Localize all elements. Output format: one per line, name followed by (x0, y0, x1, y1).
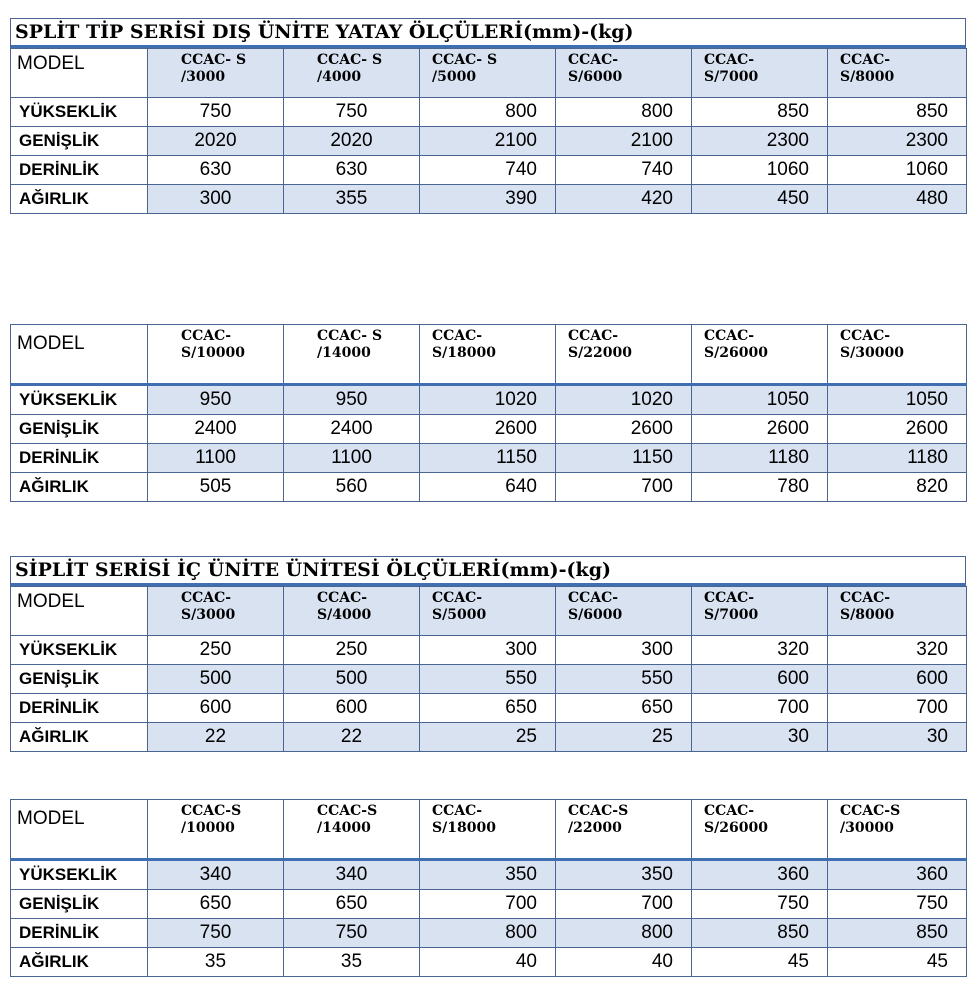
value-cell: 420 (556, 185, 692, 214)
model-cell: CCAC- S/8000 (828, 587, 967, 636)
value-cell: 2400 (284, 415, 420, 444)
table-row (11, 723, 967, 752)
row-label: DERİNLİK (11, 919, 148, 948)
value-cell: 1050 (692, 385, 828, 415)
value-cell: 700 (556, 890, 692, 919)
value-cell: 22 (148, 723, 284, 752)
model-cell: CCAC- S/3000 (148, 587, 284, 636)
table-row (11, 919, 967, 948)
model-cell: CCAC- S /14000 (284, 325, 420, 385)
value-cell: 820 (828, 473, 967, 502)
value-cell: 505 (148, 473, 284, 502)
value-cell: 550 (420, 665, 556, 694)
model-label: MODEL (11, 49, 148, 98)
model-cell: CCAC- S/26000 (692, 800, 828, 860)
value-cell: 600 (828, 665, 967, 694)
model-cell: CCAC- S/5000 (420, 587, 556, 636)
row-label: GENİŞLİK (11, 665, 148, 694)
value-cell: 2400 (148, 415, 284, 444)
row-label: YÜKSEKLİK (11, 98, 148, 127)
value-cell: 1060 (828, 156, 967, 185)
row-label: AĞIRLIK (11, 948, 148, 977)
table-row (11, 948, 967, 977)
model-cell: CCAC- S /3000 (148, 49, 284, 98)
row-label: AĞIRLIK (11, 185, 148, 214)
model-cell: CCAC- S/26000 (692, 325, 828, 385)
model-cell: CCAC- S/10000 (148, 325, 284, 385)
model-cell: CCAC- S/6000 (556, 587, 692, 636)
value-cell: 1150 (556, 444, 692, 473)
model-label: MODEL (11, 325, 148, 385)
value-cell: 2600 (692, 415, 828, 444)
value-cell: 850 (692, 98, 828, 127)
table-row (11, 473, 967, 502)
value-cell: 630 (284, 156, 420, 185)
value-cell: 740 (556, 156, 692, 185)
value-cell: 300 (556, 636, 692, 665)
value-cell: 1180 (828, 444, 967, 473)
value-cell: 45 (828, 948, 967, 977)
model-row (11, 800, 967, 860)
value-cell: 450 (692, 185, 828, 214)
table-row (11, 98, 967, 127)
value-cell: 25 (556, 723, 692, 752)
value-cell: 2300 (828, 127, 967, 156)
value-cell: 2020 (148, 127, 284, 156)
indoor-dimensions-table-2 (10, 799, 966, 977)
value-cell: 480 (828, 185, 967, 214)
value-cell: 500 (148, 665, 284, 694)
table-row (11, 444, 967, 473)
outdoor-dimensions-table-1 (10, 18, 966, 214)
value-cell: 25 (420, 723, 556, 752)
value-cell: 850 (692, 919, 828, 948)
table-title: SİPLİT SERİSİ İÇ ÜNİTE ÜNİTESİ ÖLÇÜLERİ(mm)-(kg) (10, 556, 966, 586)
value-cell: 35 (148, 948, 284, 977)
value-cell: 2100 (420, 127, 556, 156)
row-label: AĞIRLIK (11, 473, 148, 502)
spec-table (10, 324, 967, 502)
value-cell: 45 (692, 948, 828, 977)
value-cell: 390 (420, 185, 556, 214)
value-cell: 750 (692, 890, 828, 919)
row-label: YÜKSEKLİK (11, 636, 148, 665)
row-label: YÜKSEKLİK (11, 385, 148, 415)
value-cell: 2600 (556, 415, 692, 444)
value-cell: 700 (692, 694, 828, 723)
value-cell: 340 (284, 860, 420, 890)
value-cell: 650 (420, 694, 556, 723)
row-label: YÜKSEKLİK (11, 860, 148, 890)
model-row (11, 325, 967, 385)
model-cell: CCAC-S /22000 (556, 800, 692, 860)
value-cell: 2020 (284, 127, 420, 156)
row-label: DERİNLİK (11, 694, 148, 723)
value-cell: 300 (148, 185, 284, 214)
value-cell: 1150 (420, 444, 556, 473)
value-cell: 850 (828, 98, 967, 127)
model-cell: CCAC- S/18000 (420, 800, 556, 860)
value-cell: 780 (692, 473, 828, 502)
value-cell: 355 (284, 185, 420, 214)
value-cell: 1100 (284, 444, 420, 473)
outdoor-dimensions-table-2 (10, 324, 966, 502)
value-cell: 950 (148, 385, 284, 415)
model-label: MODEL (11, 800, 148, 860)
value-cell: 750 (828, 890, 967, 919)
value-cell: 350 (556, 860, 692, 890)
value-cell: 1050 (828, 385, 967, 415)
indoor-dimensions-table-1 (10, 556, 966, 752)
value-cell: 800 (556, 98, 692, 127)
value-cell: 30 (692, 723, 828, 752)
spec-table (10, 586, 967, 752)
table-row (11, 156, 967, 185)
value-cell: 360 (692, 860, 828, 890)
table-row (11, 694, 967, 723)
value-cell: 360 (828, 860, 967, 890)
model-cell: CCAC- S/7000 (692, 49, 828, 98)
model-cell: CCAC- S/7000 (692, 587, 828, 636)
value-cell: 650 (148, 890, 284, 919)
table-row (11, 665, 967, 694)
value-cell: 1020 (556, 385, 692, 415)
model-cell: CCAC- S /4000 (284, 49, 420, 98)
model-cell: CCAC- S/6000 (556, 49, 692, 98)
table-title: SPLİT TİP SERİSİ DIŞ ÜNİTE YATAY ÖLÇÜLERİ(mm)-(kg) (10, 18, 966, 48)
value-cell: 340 (148, 860, 284, 890)
value-cell: 2600 (828, 415, 967, 444)
value-cell: 550 (556, 665, 692, 694)
value-cell: 750 (148, 98, 284, 127)
row-label: DERİNLİK (11, 156, 148, 185)
value-cell: 700 (556, 473, 692, 502)
row-label: DERİNLİK (11, 444, 148, 473)
value-cell: 650 (556, 694, 692, 723)
model-label: MODEL (11, 587, 148, 636)
value-cell: 500 (284, 665, 420, 694)
value-cell: 950 (284, 385, 420, 415)
model-row (11, 49, 967, 98)
value-cell: 850 (828, 919, 967, 948)
model-cell: CCAC- S/8000 (828, 49, 967, 98)
value-cell: 300 (420, 636, 556, 665)
model-cell: CCAC-S /14000 (284, 800, 420, 860)
value-cell: 700 (420, 890, 556, 919)
value-cell: 320 (692, 636, 828, 665)
value-cell: 800 (420, 919, 556, 948)
model-cell: CCAC- S/18000 (420, 325, 556, 385)
model-cell: CCAC- S/22000 (556, 325, 692, 385)
value-cell: 2600 (420, 415, 556, 444)
table-row (11, 127, 967, 156)
value-cell: 750 (284, 98, 420, 127)
value-cell: 1060 (692, 156, 828, 185)
value-cell: 700 (828, 694, 967, 723)
spec-table (10, 48, 967, 214)
value-cell: 2300 (692, 127, 828, 156)
row-label: GENİŞLİK (11, 415, 148, 444)
model-cell: CCAC-S /30000 (828, 800, 967, 860)
table-row (11, 185, 967, 214)
model-cell: CCAC-S /10000 (148, 800, 284, 860)
row-label: GENİŞLİK (11, 890, 148, 919)
value-cell: 740 (420, 156, 556, 185)
value-cell: 22 (284, 723, 420, 752)
value-cell: 600 (284, 694, 420, 723)
value-cell: 2100 (556, 127, 692, 156)
spec-table (10, 799, 967, 977)
value-cell: 600 (692, 665, 828, 694)
table-row (11, 415, 967, 444)
value-cell: 350 (420, 860, 556, 890)
value-cell: 750 (148, 919, 284, 948)
value-cell: 40 (420, 948, 556, 977)
value-cell: 640 (420, 473, 556, 502)
value-cell: 35 (284, 948, 420, 977)
value-cell: 250 (284, 636, 420, 665)
value-cell: 800 (420, 98, 556, 127)
value-cell: 1100 (148, 444, 284, 473)
value-cell: 30 (828, 723, 967, 752)
model-cell: CCAC- S/4000 (284, 587, 420, 636)
value-cell: 1020 (420, 385, 556, 415)
model-cell: CCAC- S/30000 (828, 325, 967, 385)
value-cell: 1180 (692, 444, 828, 473)
model-cell: CCAC- S /5000 (420, 49, 556, 98)
value-cell: 40 (556, 948, 692, 977)
value-cell: 750 (284, 919, 420, 948)
row-label: GENİŞLİK (11, 127, 148, 156)
table-row (11, 385, 967, 415)
value-cell: 320 (828, 636, 967, 665)
row-label: AĞIRLIK (11, 723, 148, 752)
value-cell: 800 (556, 919, 692, 948)
value-cell: 630 (148, 156, 284, 185)
value-cell: 600 (148, 694, 284, 723)
value-cell: 250 (148, 636, 284, 665)
table-row (11, 636, 967, 665)
value-cell: 560 (284, 473, 420, 502)
model-row (11, 587, 967, 636)
table-row (11, 890, 967, 919)
value-cell: 650 (284, 890, 420, 919)
table-row (11, 860, 967, 890)
